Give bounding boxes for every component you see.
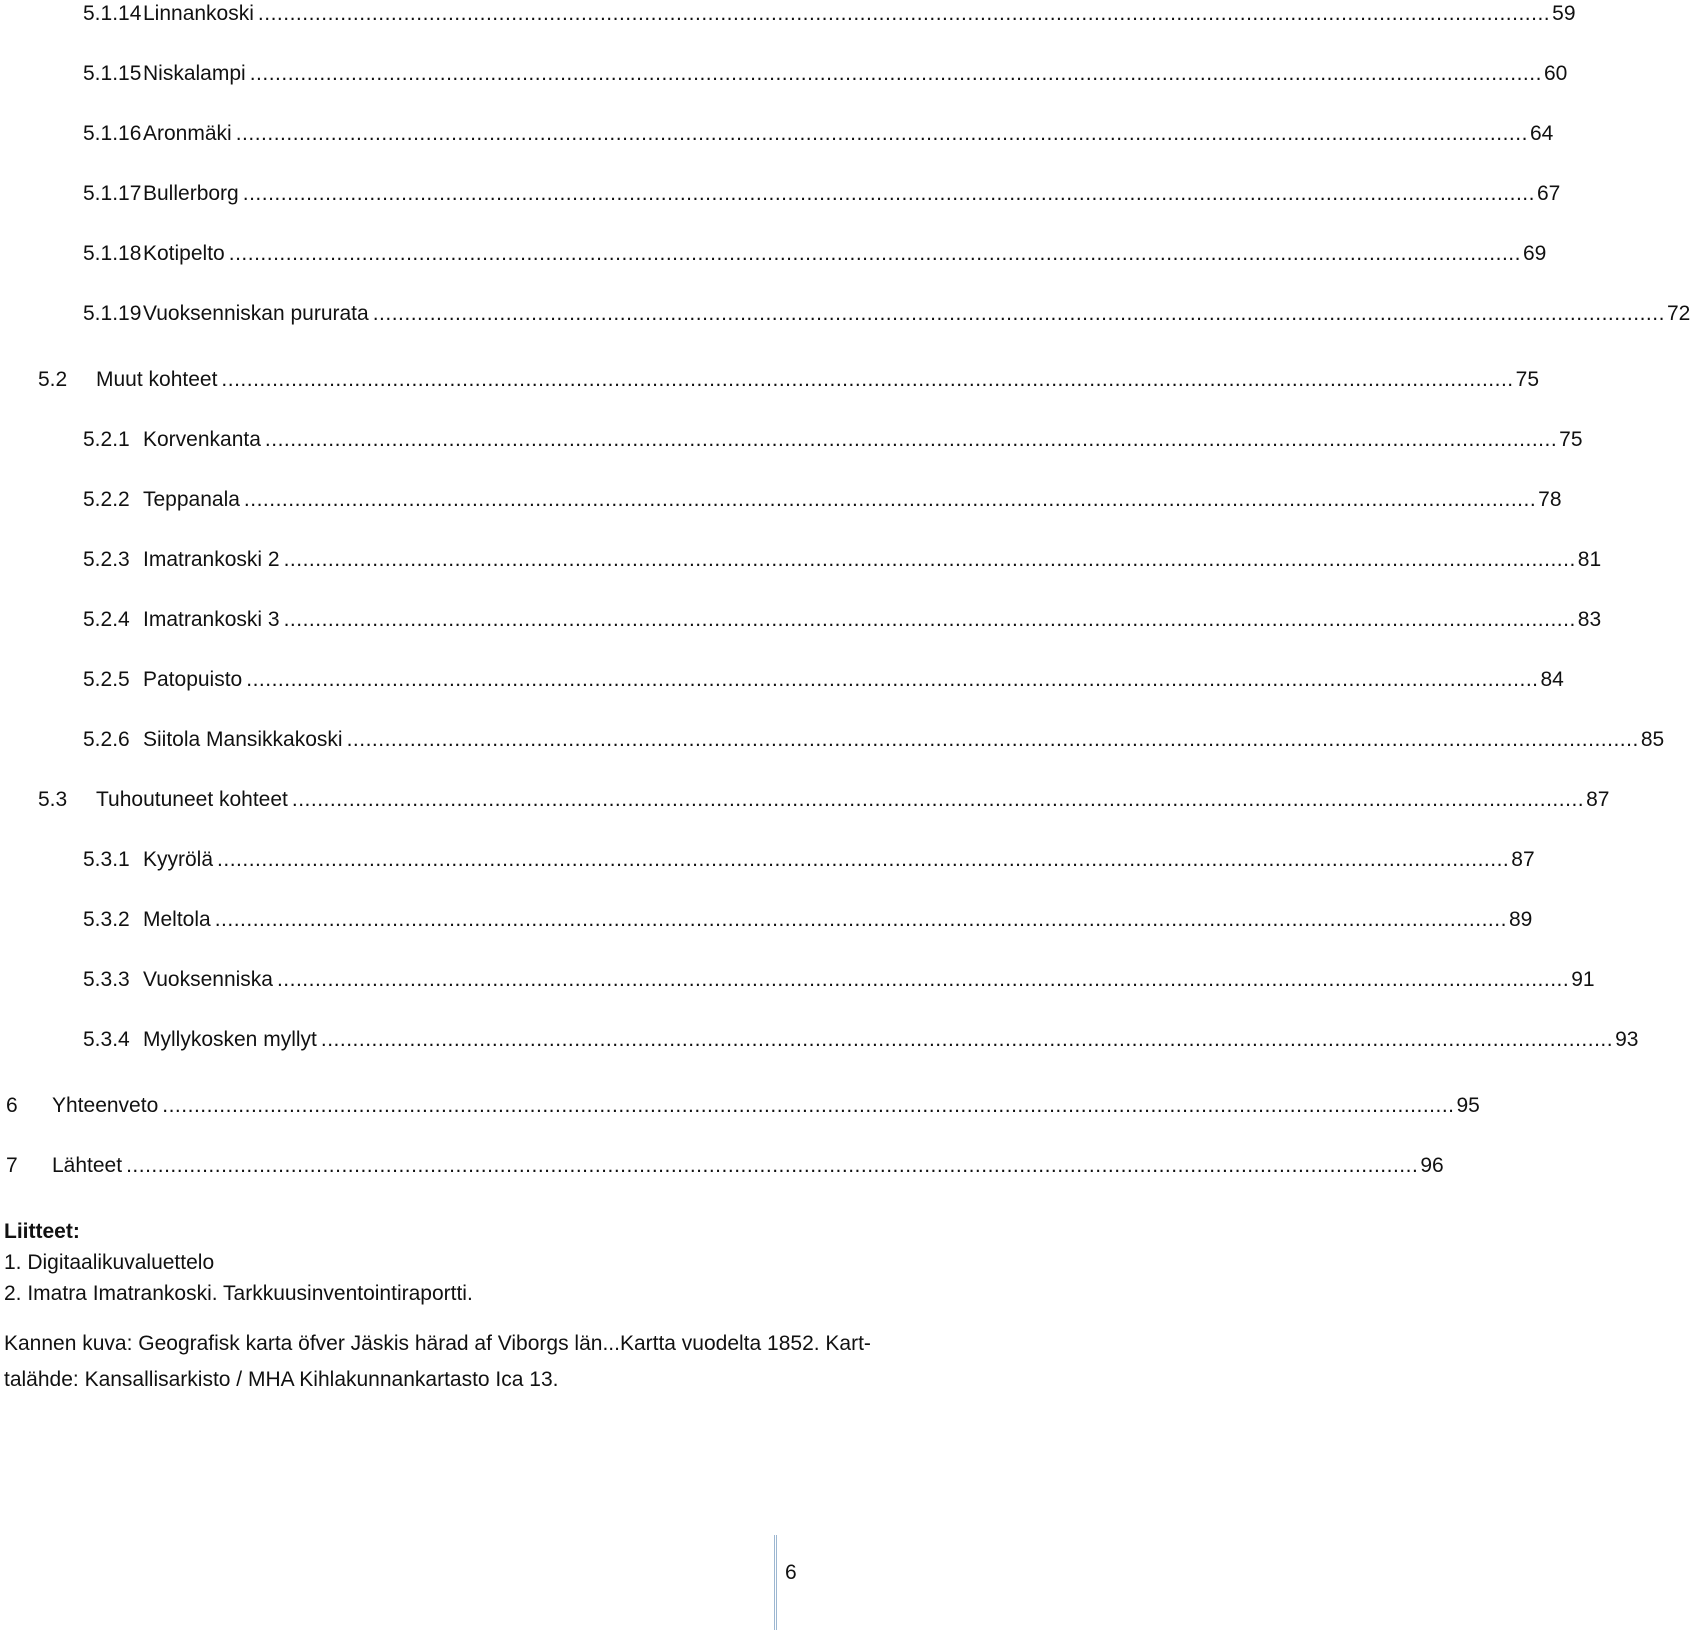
toc-entry-page: 75: [1559, 428, 1583, 451]
toc-entry-page: 89: [1508, 908, 1533, 931]
toc-entry[interactable]: [0, 120, 1554, 160]
toc-entry-page: 59: [1552, 2, 1576, 25]
dot-leader: ............................................................................................................................................................................................................: [228, 242, 1521, 265]
toc-entry-number: 5.2.5: [83, 668, 130, 691]
toc-entry-number: 5.2: [38, 368, 68, 391]
toc-entry[interactable]: [0, 180, 1561, 220]
toc-entry-number: 5.2.6: [83, 728, 130, 751]
page-number-rule: [774, 1535, 778, 1630]
toc-entry-title: Imatrankoski 3: [143, 608, 280, 631]
toc-entry-number: 5.2.1: [83, 428, 130, 451]
toc-entry[interactable]: [0, 240, 1547, 280]
toc-entry-title: Vuoksenniska: [143, 968, 273, 991]
dot-leader: ............................................................................................................................................................................................................: [264, 428, 1558, 451]
toc-entry-number: 5.3.3: [83, 968, 130, 991]
toc-entry[interactable]: [0, 846, 1535, 886]
cover-caption-line: Kannen kuva: Geografisk karta öfver Jäskis härad af Viborgs län...Kartta vuodelta 1852. Kart-: [4, 1332, 871, 1355]
toc-entry[interactable]: [0, 1092, 1480, 1132]
toc-entry[interactable]: [0, 606, 1602, 646]
dot-leader: ............................................................................................................................................................................................................: [246, 668, 1539, 691]
toc-entry-title: Yhteenveto: [52, 1094, 159, 1117]
toc-entry[interactable]: [0, 60, 1568, 100]
dot-leader: ............................................................................................................................................................................................................: [283, 608, 1576, 631]
toc-entry[interactable]: [0, 300, 1690, 340]
toc-entry[interactable]: [0, 486, 1562, 526]
toc-entry-title: Imatrankoski 2: [143, 548, 280, 571]
attachments-heading: Liitteet:: [4, 1220, 80, 1243]
toc-entry-title: Korvenkanta: [143, 428, 261, 451]
toc-entry[interactable]: [0, 1026, 1639, 1066]
dot-leader: ............................................................................................................................................................................................................: [320, 1028, 1614, 1051]
toc-entry-number: 5.3.2: [83, 908, 130, 931]
dot-leader: ............................................................................................................................................................................................................: [214, 908, 1507, 931]
toc-entry[interactable]: [0, 546, 1602, 586]
toc-entry[interactable]: [0, 1152, 1444, 1192]
toc-entry-title: Myllykosken myllyt: [143, 1028, 317, 1051]
toc-entry-page: 87: [1511, 848, 1535, 871]
attachment-item: 2. Imatra Imatrankoski. Tarkkuusinventointiraportti.: [4, 1282, 473, 1305]
toc-entry[interactable]: [0, 906, 1533, 946]
toc-entry-title: Aronmäki: [143, 122, 232, 145]
toc-entry-title: Vuoksenniskan pururata: [143, 302, 369, 325]
toc-entry-page: 72: [1666, 302, 1690, 325]
toc-entry-title: Kotipelto: [143, 242, 225, 265]
toc-entry-number: 5.3.1: [83, 848, 130, 871]
toc-entry-number: 7: [6, 1154, 18, 1177]
toc-entry-number: 5.3: [38, 788, 68, 811]
dot-leader: ............................................................................................................................................................................................................: [242, 182, 1535, 205]
toc-entry-number: 5.1.14: [83, 2, 142, 25]
toc-entry-page: 84: [1540, 668, 1564, 691]
toc-entry[interactable]: [0, 666, 1564, 706]
toc-entry-number: 6: [6, 1094, 18, 1117]
attachment-item: 1. Digitaalikuvaluettelo: [4, 1251, 215, 1274]
toc-entry-title: Patopuisto: [143, 668, 243, 691]
toc-entry-page: 91: [1571, 968, 1595, 991]
dot-leader: ............................................................................................................................................................................................................: [235, 122, 1528, 145]
toc-entry-page: 87: [1586, 788, 1610, 811]
dot-leader: ............................................................................................................................................................................................................: [221, 368, 1514, 391]
toc-entry-page: 95: [1456, 1094, 1480, 1117]
toc-entry[interactable]: [0, 426, 1583, 466]
toc-entry-page: 96: [1420, 1154, 1444, 1177]
toc-entry[interactable]: [0, 966, 1595, 1006]
toc-entry-number: 5.1.15: [83, 62, 142, 85]
dot-leader: ............................................................................................................................................................................................................: [372, 302, 1665, 325]
dot-leader: ............................................................................................................................................................................................................: [162, 1094, 1455, 1117]
toc-entry-number: 5.1.18: [83, 242, 142, 265]
toc-entry-number: 5.2.2: [83, 488, 130, 511]
toc-entry[interactable]: [0, 726, 1665, 766]
page-number: 6: [785, 1561, 797, 1584]
dot-leader: ............................................................................................................................................................................................................: [249, 62, 1542, 85]
toc-entry-page: 83: [1577, 608, 1602, 631]
dot-leader: ............................................................................................................................................................................................................: [243, 488, 1537, 511]
toc-entry-title: Siitola Mansikkakoski: [143, 728, 343, 751]
toc-entry-number: 5.2.3: [83, 548, 130, 571]
toc-entry-title: Bullerborg: [143, 182, 239, 205]
toc-entry-page: 60: [1543, 62, 1568, 85]
toc-entry-title: Lähteet: [52, 1154, 123, 1177]
toc-entry-page: 67: [1536, 182, 1561, 205]
toc-entry-number: 5.1.19: [83, 302, 142, 325]
toc-entry-title: Linnankoski: [143, 2, 254, 25]
toc-entry[interactable]: [0, 786, 1610, 826]
toc-entry[interactable]: [0, 0, 1576, 40]
dot-leader: ............................................................................................................................................................................................................: [346, 728, 1639, 751]
dot-leader: ............................................................................................................................................................................................................: [291, 788, 1585, 811]
toc-entry-title: Tuhoutuneet kohteet: [96, 788, 288, 811]
dot-leader: ............................................................................................................................................................................................................: [126, 1154, 1419, 1177]
cover-caption-line: talähde: Kansallisarkisto / MHA Kihlakunnankartasto Ica 13.: [4, 1368, 559, 1391]
dot-leader: ............................................................................................................................................................................................................: [283, 548, 1576, 571]
toc-entry-page: 78: [1538, 488, 1562, 511]
toc-entry-title: Niskalampi: [143, 62, 246, 85]
toc-entry-title: Meltola: [143, 908, 211, 931]
dot-leader: ............................................................................................................................................................................................................: [217, 848, 1510, 871]
toc-entry-number: 5.1.16: [83, 122, 142, 145]
toc-entry-number: 5.2.4: [83, 608, 130, 631]
toc-entry-number: 5.3.4: [83, 1028, 130, 1051]
toc-entry-page: 69: [1522, 242, 1547, 265]
toc-entry-page: 64: [1529, 122, 1554, 145]
page-footer: [774, 1535, 834, 1630]
cover-image-caption: [4, 1326, 954, 1398]
toc-entry-title: Muut kohteet: [96, 368, 218, 391]
toc-entry-page: 81: [1577, 548, 1602, 571]
dot-leader: ............................................................................................................................................................................................................: [276, 968, 1570, 991]
dot-leader: ............................................................................................................................................................................................................: [257, 2, 1551, 25]
toc-entry-number: 5.1.17: [83, 182, 142, 205]
toc-entry-page: 93: [1615, 1028, 1639, 1051]
toc-entry-title: Teppanala: [143, 488, 240, 511]
attachments-section: [4, 1216, 473, 1309]
toc-entry-page: 85: [1640, 728, 1665, 751]
toc-entry-page: 75: [1515, 368, 1539, 391]
toc-entry-title: Kyyrölä: [143, 848, 214, 871]
toc-entry[interactable]: [0, 366, 1539, 406]
